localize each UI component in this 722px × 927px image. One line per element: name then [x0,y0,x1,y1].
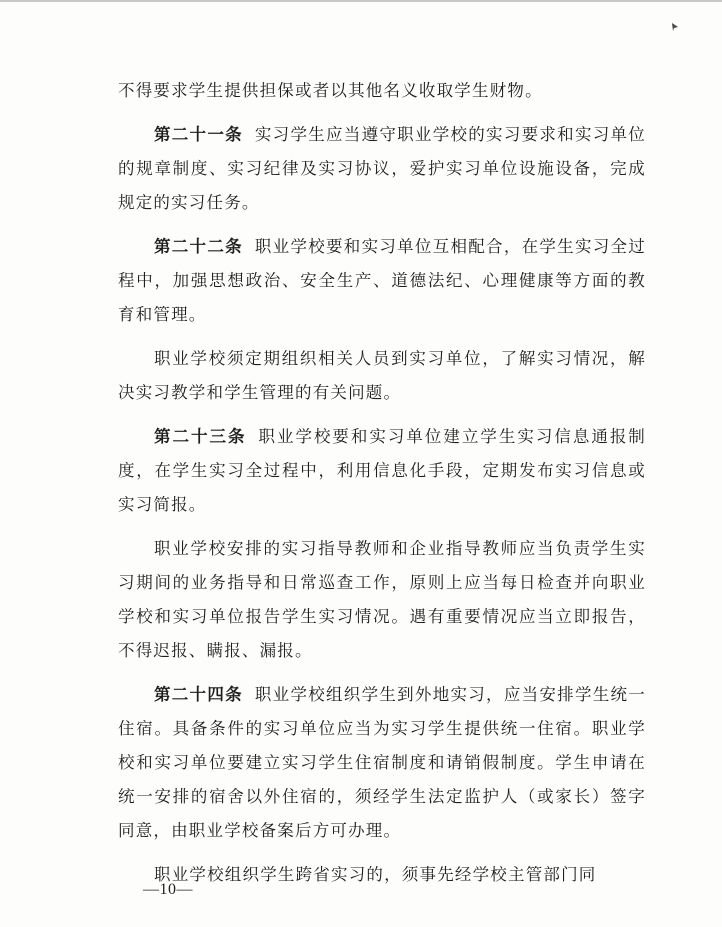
corner-mark-icon [671,22,679,32]
article-number: 第二十一条 [154,125,243,144]
page-number: —10— [143,881,193,898]
article-paragraph [118,230,646,332]
paragraph-text: 职业学校组织学生到外地实习，应当安排学生统一住宿。具备条件的实习单位应当为实习学生提供统一住宿。职业学校和实习单位要建立实习学生住宿制度和请销假制度。学生申请在统一安排的宿舍以外住宿的，须经学生法定监护人（或家长）签字同意，由职业学校备案后方可办理。 [118,685,646,840]
paragraph-text: 职业学校安排的实习指导教师和企业指导教师应当负责学生实习期间的业务指导和日常巡查工作，原则上应当每日检查并向职业学校和实习单位报告学生实习情况。遇有重要情况应当立即报告，不得迟报、瞒报、漏报。 [118,539,646,660]
paragraph [118,532,646,668]
article-paragraph [118,420,646,522]
article-paragraph [118,678,646,848]
paragraph-text: 实习学生应当遵守职业学校的实习要求和实习单位的规章制度、实习纪律及实习协议，爱护实习单位设施设备，完成规定的实习任务。 [118,125,646,212]
top-edge-line [0,0,722,2]
paragraph-text: 职业学校须定期组织相关人员到实习单位，了解实习情况，解决实习教学和学生管理的有关问题。 [118,349,646,402]
paragraph-text: 职业学校要和实习单位建立学生实习信息通报制度，在学生实习全过程中，利用信息化手段，定期发布实习信息或实习简报。 [118,427,647,514]
article-number: 第二十二条 [154,237,243,256]
article-number: 第二十四条 [154,685,243,704]
paragraph [118,342,646,410]
paragraph-text: 职业学校要和实习单位互相配合，在学生实习全过程中，加强思想政治、安全生产、道德法纪、心理健康等方面的教育和管理。 [118,237,646,324]
paragraph [118,74,646,108]
document-body [118,74,646,902]
paragraph-text: 不得要求学生提供担保或者以其他名义收取学生财物。 [118,81,543,100]
paragraph-text: 职业学校组织学生跨省实习的，须事先经学校主管部门同 [154,865,597,884]
article-paragraph [118,118,646,220]
article-number: 第二十三条 [154,427,247,446]
paragraph [118,858,646,892]
